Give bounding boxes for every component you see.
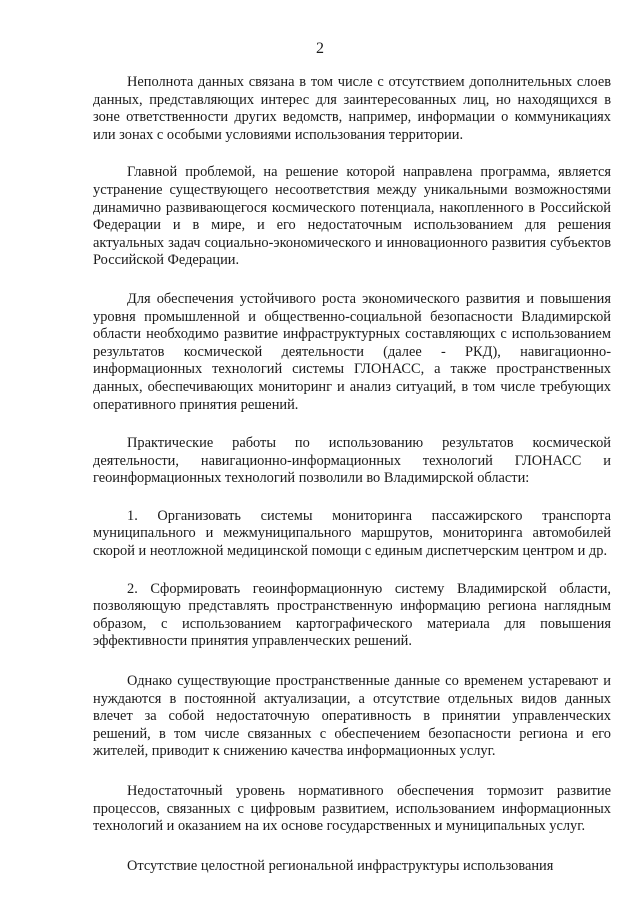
document-body [93, 70, 611, 875]
page-number: 2 [316, 40, 324, 57]
paragraph-infrastructure-absence: Отсутствие целостной региональной инфраструктуры использования [127, 857, 554, 874]
list-item-monitoring-systems: 1. Организовать системы мониторинга пассажирского транспорта муниципального и межмуниципального маршрутов, мониторинга автомобилей скорой и неотложной медицинской помощи с единым диспетчерским центром и др. [93, 507, 611, 560]
paragraph-sustainable-growth: Для обеспечения устойчивого роста экономического развития и повышения уровня промышленной и общественно-социальной безопасности Владимирской области необходимо развитие инфраструктурных составляющих с использованием результатов космической деятельности (далее - РКД), навигационно-информационных технологий системы ГЛОНАСС, а также пространственных данных, обеспечивающих мониторинг и анализ ситуаций, в том числе требующих оперативного принятия решений. [93, 290, 611, 413]
paragraph-data-incompleteness: Неполнота данных связана в том числе с отсутствием дополнительных слоев данных, представляющих интерес для заинтересованных лиц, но находящихся в зоне ответственности других ведомств, например, информации о коммуникациях или зонах с особыми условиями использования территории. [93, 74, 611, 143]
paragraph-regulatory-support: Недостаточный уровень нормативного обеспечения тормозит развитие процессов, связанных с цифровым развитием, использованием информационных технологий и оказанием на их основе государственных и муниципальных услуг. [93, 783, 611, 835]
paragraph-practical-works: Практические работы по использованию результатов космической деятельности, навигационно-информационных технологий ГЛОНАСС и геоинформационных технологий позволили во Владимирской области: [93, 435, 611, 487]
paragraph-main-problem: Главной проблемой, на решение которой направлена программа, является устранение существующего несоответствия между уникальными возможностями динамично развивающегося космического потенциала, накопленного в Российской Федерации и в мире, и его недостаточным использованием для решения актуальных задач социально-экономического и инновационного развития субъектов Российской Федерации. [93, 164, 611, 269]
list-item-geoinformation-system: 2. Сформировать геоинформационную систему Владимирской области, позволяющую представлять пространственную информацию региона наглядным образом, с использованием картографического материала для повышения эффективности принятия управленческих решений. [93, 580, 611, 650]
paragraph-outdated-data: Однако существующие пространственные данные со временем устаревают и нуждаются в постоянной актуализации, а отсутствие отдельных видов данных влечет за собой недостаточную оперативность в принятии управленческих решений, в том числе связанных с обеспечением безопасности региона и его жителей, приводит к снижению качества информационных услуг. [93, 673, 611, 760]
